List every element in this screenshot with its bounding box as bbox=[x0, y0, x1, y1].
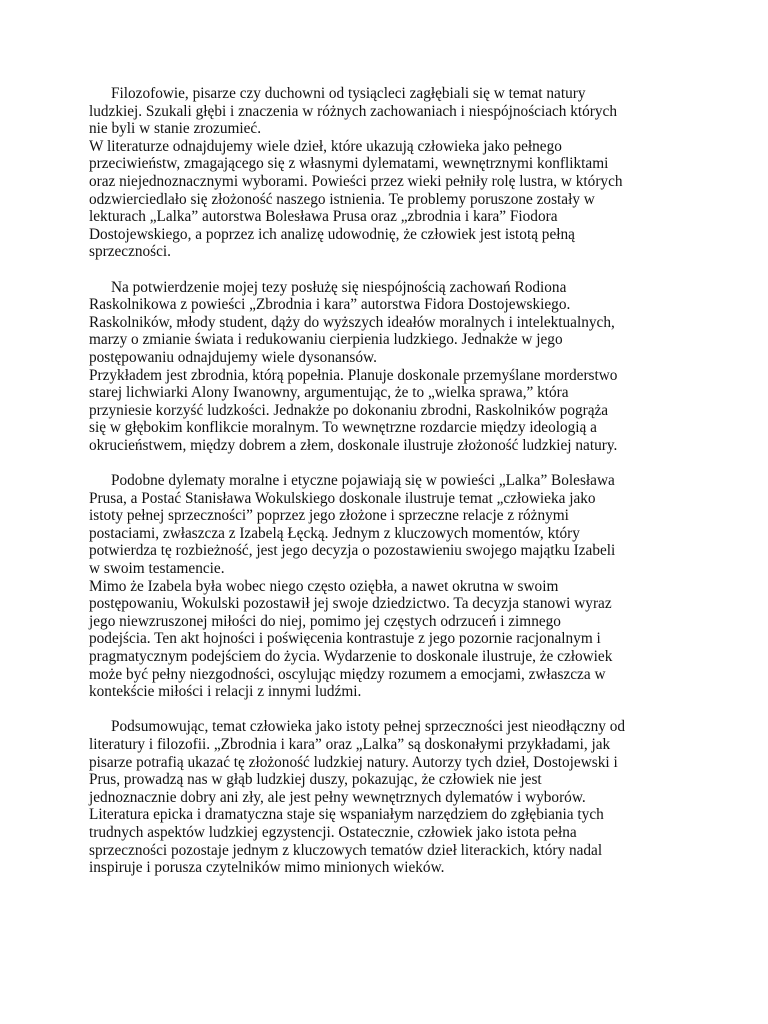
document-body bbox=[89, 85, 689, 894]
text-line: Raskolnikowa z powieści „Zbrodnia i kara” autorstwa Fidora Dostojewskiego. bbox=[89, 296, 571, 314]
text-line: Na potwierdzenie mojej tezy posłużę się niespójnością zachowań Rodiona bbox=[111, 278, 567, 296]
text-line: Prusa, a Postać Stanisława Wokulskiego doskonale ilustruje temat „człowieka jako bbox=[89, 489, 596, 507]
text-line: kontekście miłości i relacji z innymi ludźmi. bbox=[89, 683, 362, 701]
text-line: Literatura epicka i dramatyczna staje się wspaniałym narzędziem do zgłębiania tych bbox=[89, 806, 604, 824]
text-line: jednoznacznie dobry ani zły, ale jest pełny wewnętrznych dylematów i wyborów. bbox=[89, 788, 586, 806]
text-line: przyniesie korzyść ludzkości. Jednakże po dokonaniu zbrodni, Raskolników pogrąża bbox=[89, 401, 609, 419]
text-line: sprzeczności. bbox=[89, 243, 171, 261]
text-line: odzwierciedlało się złożoność naszego istnienia. Te problemy poruszone zostały w bbox=[89, 190, 595, 208]
text-line: Podobne dylematy moralne i etyczne pojawiają się w powieści „Lalka” Bolesława bbox=[111, 472, 615, 490]
text-line: pragmatycznym podejściem do życia. Wydarzenie to doskonale ilustruje, że człowiek bbox=[89, 648, 613, 665]
text-line: postaciami, zwłaszcza z Izabelą Łęcką. Jednym z kluczowych momentów, który bbox=[89, 524, 580, 542]
text-line: nie byli w stanie zrozumieć. bbox=[89, 120, 262, 138]
text-line: okrucieństwem, między dobrem a złem, doskonale ilustruje złożoność ludzkiej natury. bbox=[89, 436, 618, 454]
paragraph-introduction bbox=[89, 85, 689, 261]
text-line: lekturach „Lalka” autorstwa Bolesława Prusa oraz „zbrodnia i kara” Fiodora bbox=[89, 208, 558, 226]
text-line: postępowaniu, Wokulski pozostawił jej swoje dziedzictwo. Ta decyzja stanowi wyraz bbox=[89, 595, 612, 613]
text-line: istoty pełnej sprzeczności” poprzez jego złożone i sprzeczne relacje z różnymi bbox=[89, 507, 569, 525]
text-line: w swoim testamencie. bbox=[89, 560, 225, 578]
text-line: potwierdza tę rozbieżność, jest jego decyzja o pozostawieniu swojego majątku Izabeli bbox=[89, 542, 616, 560]
paragraph-wokulski bbox=[89, 472, 689, 701]
text-line: ludzkiej. Szukali głębi i znaczenia w różnych zachowaniach i niespójnościach których bbox=[89, 102, 617, 120]
text-line: W literaturze odnajdujemy wiele dzieł, które ukazują człowieka jako pełnego bbox=[89, 137, 562, 155]
text-line: starej lichwiarki Alony Iwanowny, argumentując, że to „wielka sprawa,” która bbox=[89, 384, 569, 402]
text-line: trudnych aspektów ludzkiej egzystencji. Ostatecznie, człowiek jako istota pełna bbox=[89, 823, 577, 841]
text-line: Przykładem jest zbrodnia, którą popełnia. Planuje doskonale przemyślane morderstwo bbox=[89, 366, 618, 384]
text-line: oraz niejednoznacznymi wyborami. Powieści przez wieki pełniły rolę lustra, w których bbox=[89, 172, 623, 190]
text-line: może być pełny niezgodności, oscylując między rozumem a emocjami, zwłaszcza w bbox=[89, 665, 606, 683]
text-line: podejścia. Ten akt hojności i poświęcenia kontrastuje z jego pozornie racjonalnym i bbox=[89, 630, 601, 648]
text-line: postępowaniu odnajdujemy wiele dysonansów. bbox=[89, 348, 377, 366]
text-line: Filozofowie, pisarze czy duchowni od tysiącleci zagłębiali się w temat natury bbox=[111, 85, 586, 102]
text-line: marzy o zmianie świata i redukowaniu cierpienia ludzkiego. Jednakże w jego bbox=[89, 331, 563, 349]
text-line: jego niewzruszonej miłości do niej, pomimo jej częstych odrzuceń i zimnego bbox=[89, 612, 561, 630]
text-line: inspiruje i porusza czytelników mimo minionych wieków. bbox=[89, 859, 445, 877]
text-line: Raskolników, młody student, dąży do wyższych ideałów moralnych i intelektualnych, bbox=[89, 313, 615, 331]
text-line: przeciwieństw, zmagającego się z własnymi dylematami, wewnętrznymi konfliktami bbox=[89, 155, 609, 173]
paragraph-conclusion bbox=[89, 718, 689, 876]
text-line: Mimo że Izabela była wobec niego często oziębła, a nawet okrutna w swoim bbox=[89, 577, 559, 595]
text-line: Dostojewskiego, a poprzez ich analizę udowodnię, że człowiek jest istotą pełną bbox=[89, 225, 575, 243]
text-line: literatury i filozofii. „Zbrodnia i kara” oraz „Lalka” są doskonałymi przykładami, jak bbox=[89, 735, 611, 753]
paragraph-raskolnikov bbox=[89, 279, 689, 455]
text-line: pisarze potrafią ukazać tę złożoność ludzkiej natury. Autorzy tych dzieł, Dostojewski i bbox=[89, 753, 618, 771]
text-line: Prus, prowadzą nas w głąb ludzkiej duszy, pokazując, że człowiek nie jest bbox=[89, 771, 542, 789]
text-line: się w głębokim konflikcie moralnym. To wewnętrzne rozdarcie między ideologią a bbox=[89, 419, 597, 437]
text-line: Podsumowując, temat człowieka jako istoty pełnej sprzeczności jest nieodłączny od bbox=[111, 718, 625, 736]
text-line: sprzeczności pozostaje jednym z kluczowych tematów dzieł literackich, który nadal bbox=[89, 841, 603, 859]
